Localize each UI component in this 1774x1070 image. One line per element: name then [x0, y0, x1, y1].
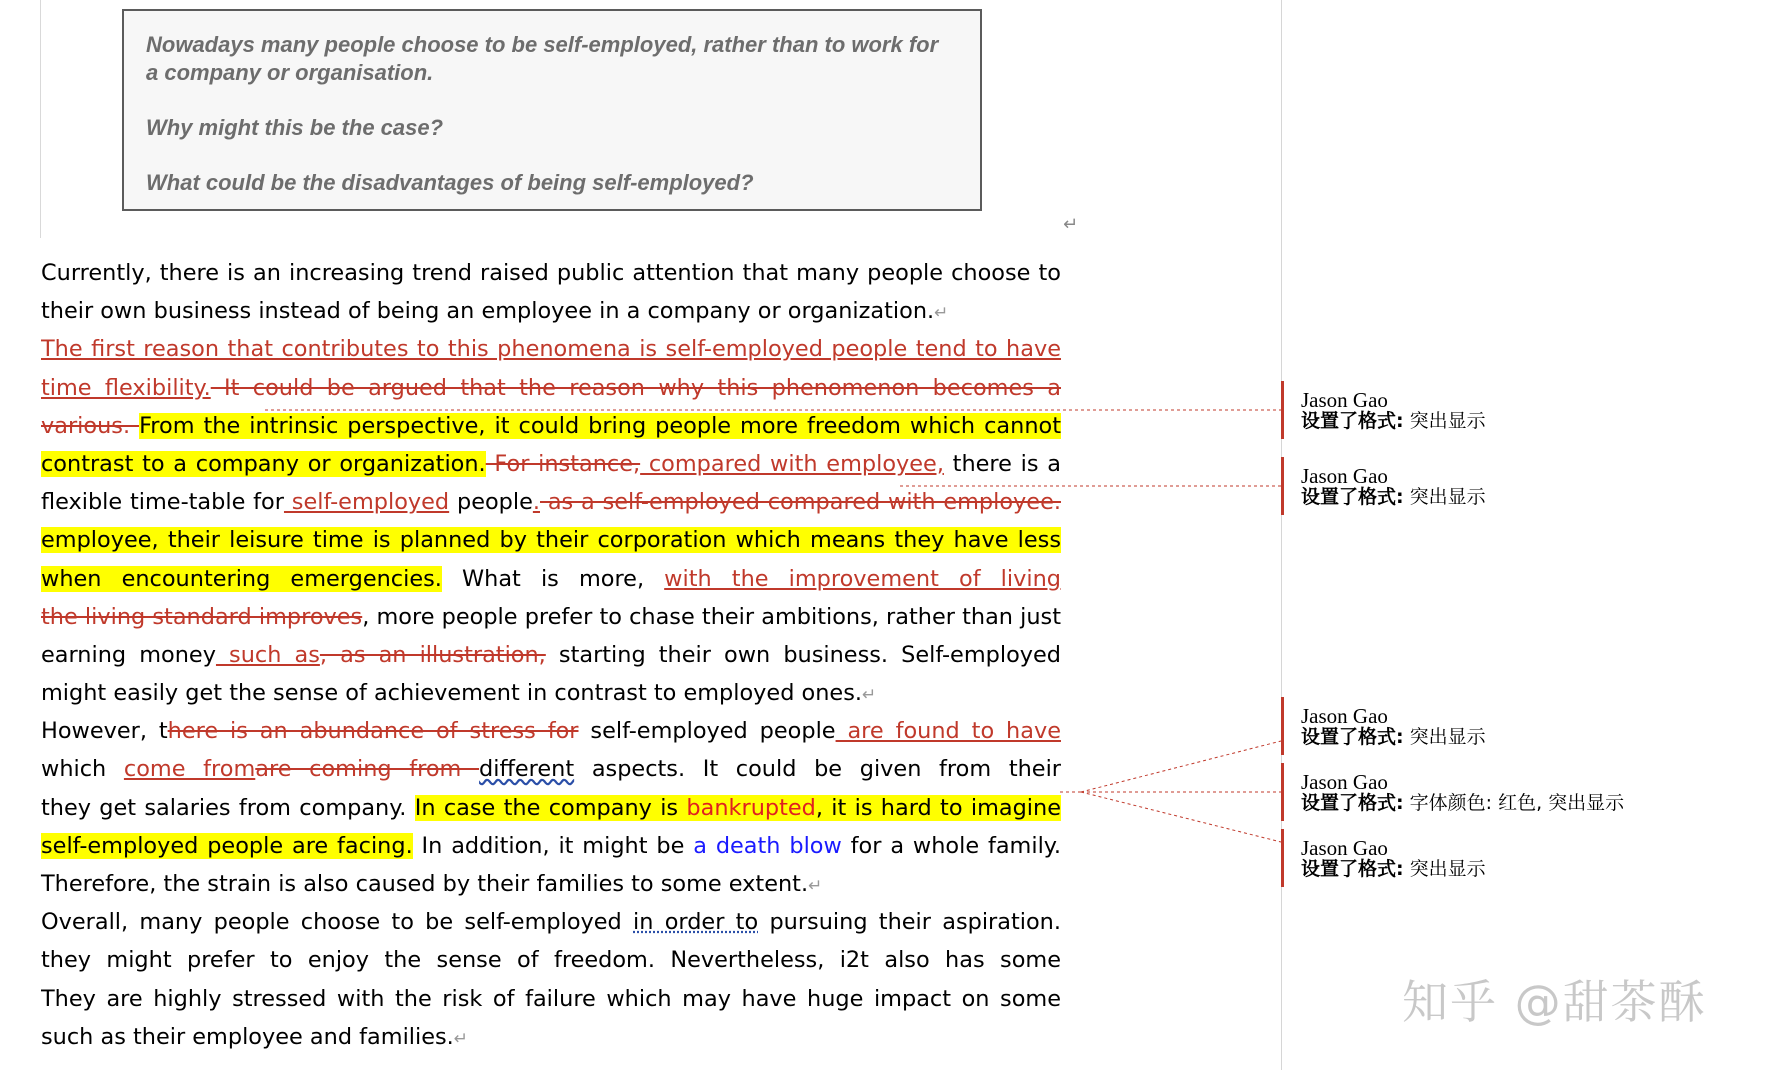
tracked-deletion: are coming from: [255, 756, 480, 783]
comment-bar: [1281, 381, 1284, 439]
paragraph-mark-icon: ↵: [808, 876, 823, 896]
comment-bar: [1281, 829, 1284, 887]
text-line: flexible time-table for self-employed people. as a self-employed compared with employee.: [41, 483, 1061, 521]
paragraph-mark-icon: ↵: [934, 303, 949, 324]
text-line: when encountering emergencies. What is more, with the improvement of living: [41, 560, 1061, 598]
comment-balloon-2[interactable]: [1281, 457, 1761, 515]
prompt-line-2: a company or organisation.: [146, 60, 434, 85]
leader-line-5: [1081, 792, 1281, 842]
text-line: the living standard improves, more people prefer to chase their ambitions, rather than just: [41, 603, 1061, 630]
text-line: they might prefer to enjoy the sense of freedom. Nevertheless, i2t also has some: [41, 947, 1061, 974]
text-line: Currently, there is an increasing trend raised public attention that many people choose to: [41, 260, 1061, 286]
text-line: such as their employee and families.↵: [41, 1023, 469, 1050]
prompt-question-2: What could be the disadvantages of being self-employed?: [146, 170, 754, 195]
tracked-insertion: .: [532, 489, 540, 516]
text-line: They are highly stressed with the risk of failure which may have huge impact on some: [41, 985, 1061, 1012]
prompt-line-1: Nowadays many people choose to be self-employed, rather than to work for: [146, 32, 939, 57]
paragraph-mark-icon: ↵: [861, 685, 877, 706]
comment-text: 设置了格式: 突出显示: [1301, 486, 1486, 508]
tracked-deletion: here is an abundance of stress for: [167, 718, 579, 745]
tracked-deletion: , as an illustration,: [319, 641, 546, 668]
grammar-underline: in order to: [633, 909, 759, 936]
watermark: 知乎 @甜茶酥: [1402, 975, 1707, 1029]
tracked-insertion: compared with employee,: [640, 450, 944, 477]
tracked-insertion: such as: [215, 641, 320, 668]
tracked-insertion: come from: [123, 756, 256, 783]
tracked-deletion: For instance,: [485, 450, 641, 477]
highlighted-red-text: bankrupted: [686, 794, 816, 821]
text-line: Therefore, the strain is also caused by their families to some extent.↵: [41, 871, 823, 897]
highlighted-text: when encountering emergencies.: [41, 565, 442, 592]
text-line: self-employed people are facing. In addition, it might be a death blow for a whole family.: [41, 832, 1061, 859]
tracked-insertion: time flexibility.: [41, 374, 211, 401]
text-line: contrast to a company or organization. For instance, compared with employee, there is a: [41, 450, 1061, 477]
text-line: earning money such as, as an illustration, starting their own business. Self-employed: [41, 641, 1061, 668]
comment-bar: [1281, 697, 1284, 755]
leader-line-3: [1081, 741, 1281, 792]
tracked-deletion: various.: [41, 412, 140, 439]
highlighted-text: employee, their leisure time is planned by their corporation which means they have less: [41, 527, 1061, 559]
comment-balloon-5[interactable]: [1281, 829, 1761, 887]
comment-author: Jason Gao: [1301, 836, 1388, 860]
highlighted-text: self-employed people are facing.: [41, 832, 413, 859]
text-line: However, there is an abundance of stress for self-employed people are found to have: [41, 712, 1061, 750]
tracked-deletion: the living standard improves: [41, 603, 363, 630]
comment-author: Jason Gao: [1301, 704, 1388, 728]
comment-author: Jason Gao: [1301, 388, 1388, 412]
comment-text: 设置了格式: 字体颜色: 红色, 突出显示: [1301, 792, 1625, 814]
text-line: Overall, many people choose to be self-employed in order to pursuing their aspiration.: [41, 909, 1061, 936]
tracked-insertion: The first reason that contributes to this phenomena is self-employed people tend to have: [41, 336, 1061, 363]
text-line: their own business instead of being an employee in a company or organization.↵: [41, 298, 949, 325]
comment-text: 设置了格式: 突出显示: [1301, 858, 1486, 880]
tracked-insertion: with the improvement of living: [664, 565, 1061, 592]
tracked-deletion: It could be argued that the reason why this phenomenon becomes a: [224, 374, 1061, 401]
grammar-underline: different: [479, 756, 575, 783]
tracked-insertion: are found to have: [847, 718, 1061, 745]
comment-author: Jason Gao: [1301, 770, 1388, 794]
tracked-insertion: self-employed: [283, 489, 450, 516]
comment-author: Jason Gao: [1301, 464, 1388, 488]
tracked-deletion: as a self-employed compared with employee.: [540, 489, 1061, 516]
comment-balloon-1[interactable]: [1281, 381, 1761, 439]
comment-balloon-4[interactable]: [1281, 763, 1761, 821]
comment-bar: [1281, 457, 1284, 515]
highlighted-text: In case the company is: [414, 794, 687, 821]
paragraph-mark-icon: ↵: [453, 1028, 469, 1049]
highlighted-text: contrast to a company or organization.: [41, 450, 486, 477]
prompt-question-1: Why might this be the case?: [146, 115, 444, 140]
text-line: might easily get the sense of achievement in contrast to employed ones.↵: [41, 680, 877, 707]
blue-text: a death blow: [693, 832, 842, 859]
comment-balloon-3[interactable]: [1281, 697, 1761, 755]
highlighted-text: From the intrinsic perspective, it could bring people more freedom which cannot: [41, 413, 1061, 445]
comment-text: 设置了格式: 突出显示: [1301, 410, 1486, 432]
highlighted-text: , it is hard to imagine: [41, 795, 1061, 827]
text-line: which come fromare coming from different aspects. It could be given from their: [41, 756, 1061, 783]
comment-text: 设置了格式: 突出显示: [1301, 726, 1486, 748]
comment-bar: [1281, 763, 1284, 821]
text-line: they get salaries from company. In case the company is bankrupted, it is hard to imagine: [41, 789, 1061, 827]
paragraph-mark-icon: ↵: [1063, 214, 1079, 235]
